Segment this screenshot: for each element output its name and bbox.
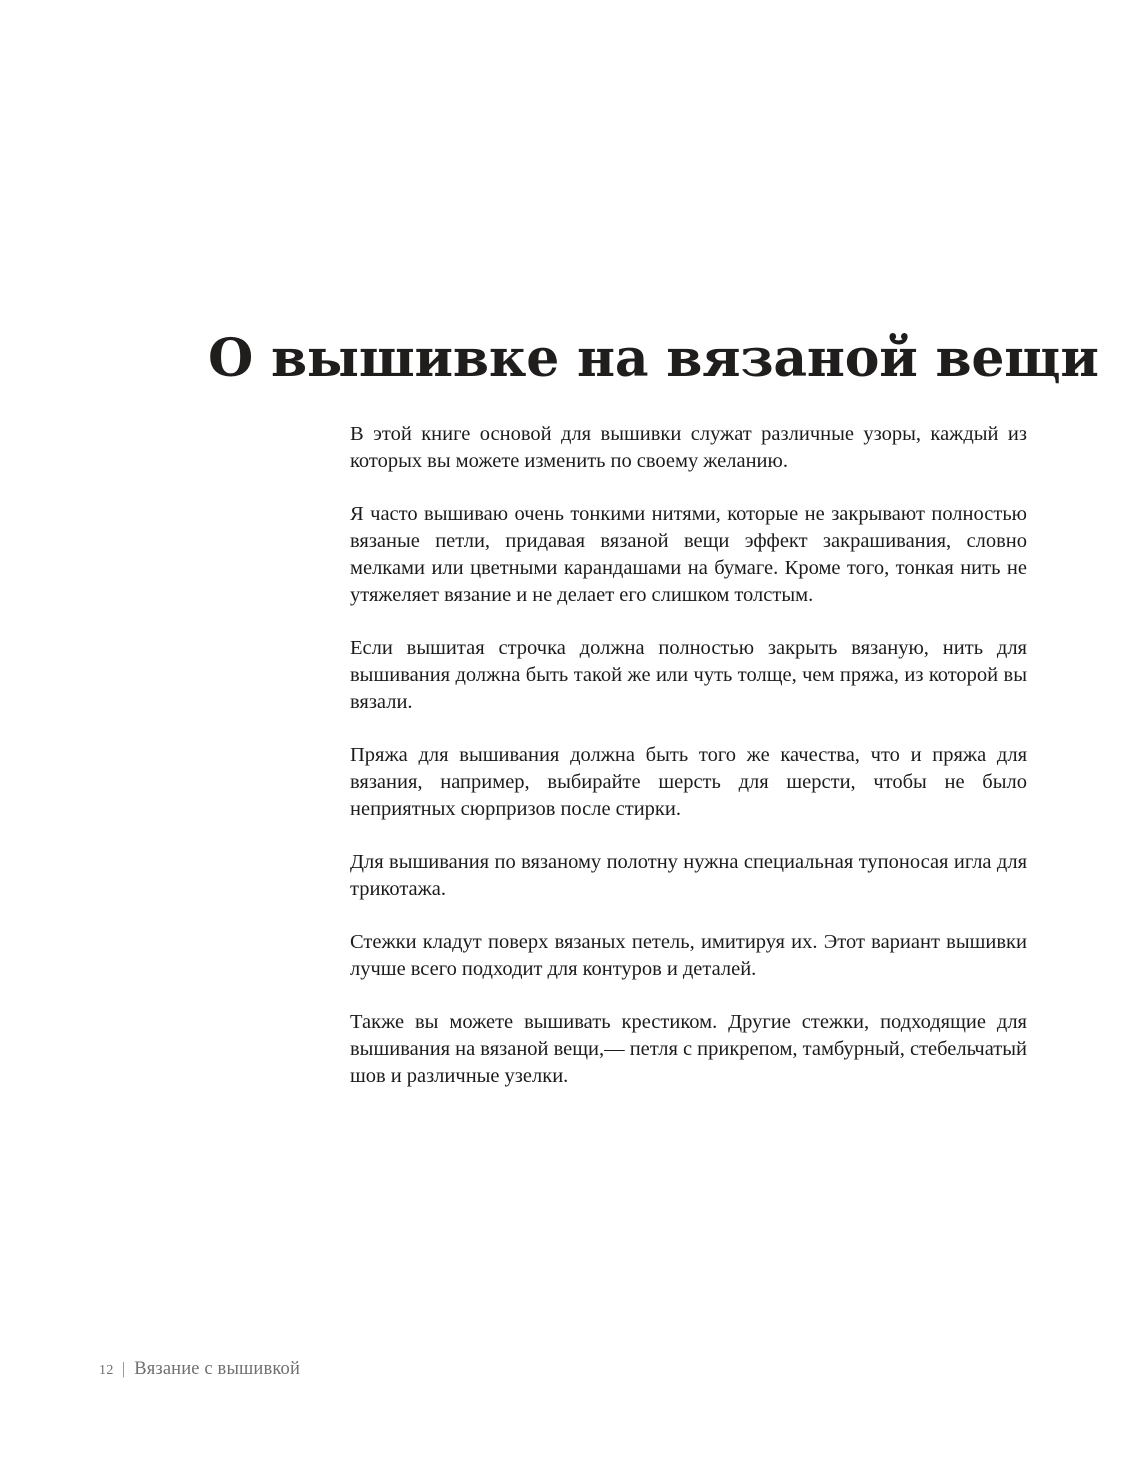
body-paragraph: Если вышитая строчка должна полностью закрыть вязаную, нить для вышивания должна быть такой же или чуть толще, чем пряжа, из которой вы вязали. [350, 637, 1027, 713]
body-paragraph: Стежки кладут поверх вязаных петель, имитируя их. Этот вариант вышивки лучше всего подходит для контуров и деталей. [350, 931, 1027, 980]
body-text-column [350, 421, 1027, 1090]
page-footer [99, 1360, 300, 1380]
body-paragraph: В этой книге основой для вышивки служат различные узоры, каждый из которых вы можете изменить по своему желанию. [350, 423, 1027, 472]
footer-separator: | [121, 1359, 126, 1378]
body-paragraph: Я часто вышиваю очень тонкими нитями, которые не закрывают полностью вязаные петли, придавая вязаной вещи эффект закрашивания, словно мелками или цветными карандашами на бумаге. Кроме того, тонкая нить не утяжеляет вязание и не делает его слишком толстым. [350, 503, 1027, 606]
body-paragraph: Также вы можете вышивать крестиком. Другие стежки, подходящие для вышивания на вязаной вещи,— петля с прикрепом, тамбурный, стебельчатый шов и различные узелки. [350, 1011, 1027, 1087]
body-paragraph: Пряжа для вышивания должна быть того же качества, что и пряжа для вязания, например, выбирайте шерсть для шерсти, чтобы не было неприятных сюрпризов после стирки. [350, 744, 1027, 820]
footer-book-title: Вязание с вышивкой [134, 1359, 301, 1379]
footer-page-number: 12 [99, 1363, 114, 1378]
page-title: О вышивке на вязаной вещи [208, 328, 1099, 389]
body-paragraph: Для вышивания по вязаному полотну нужна специальная тупоносая игла для трикотажа. [350, 851, 1027, 900]
